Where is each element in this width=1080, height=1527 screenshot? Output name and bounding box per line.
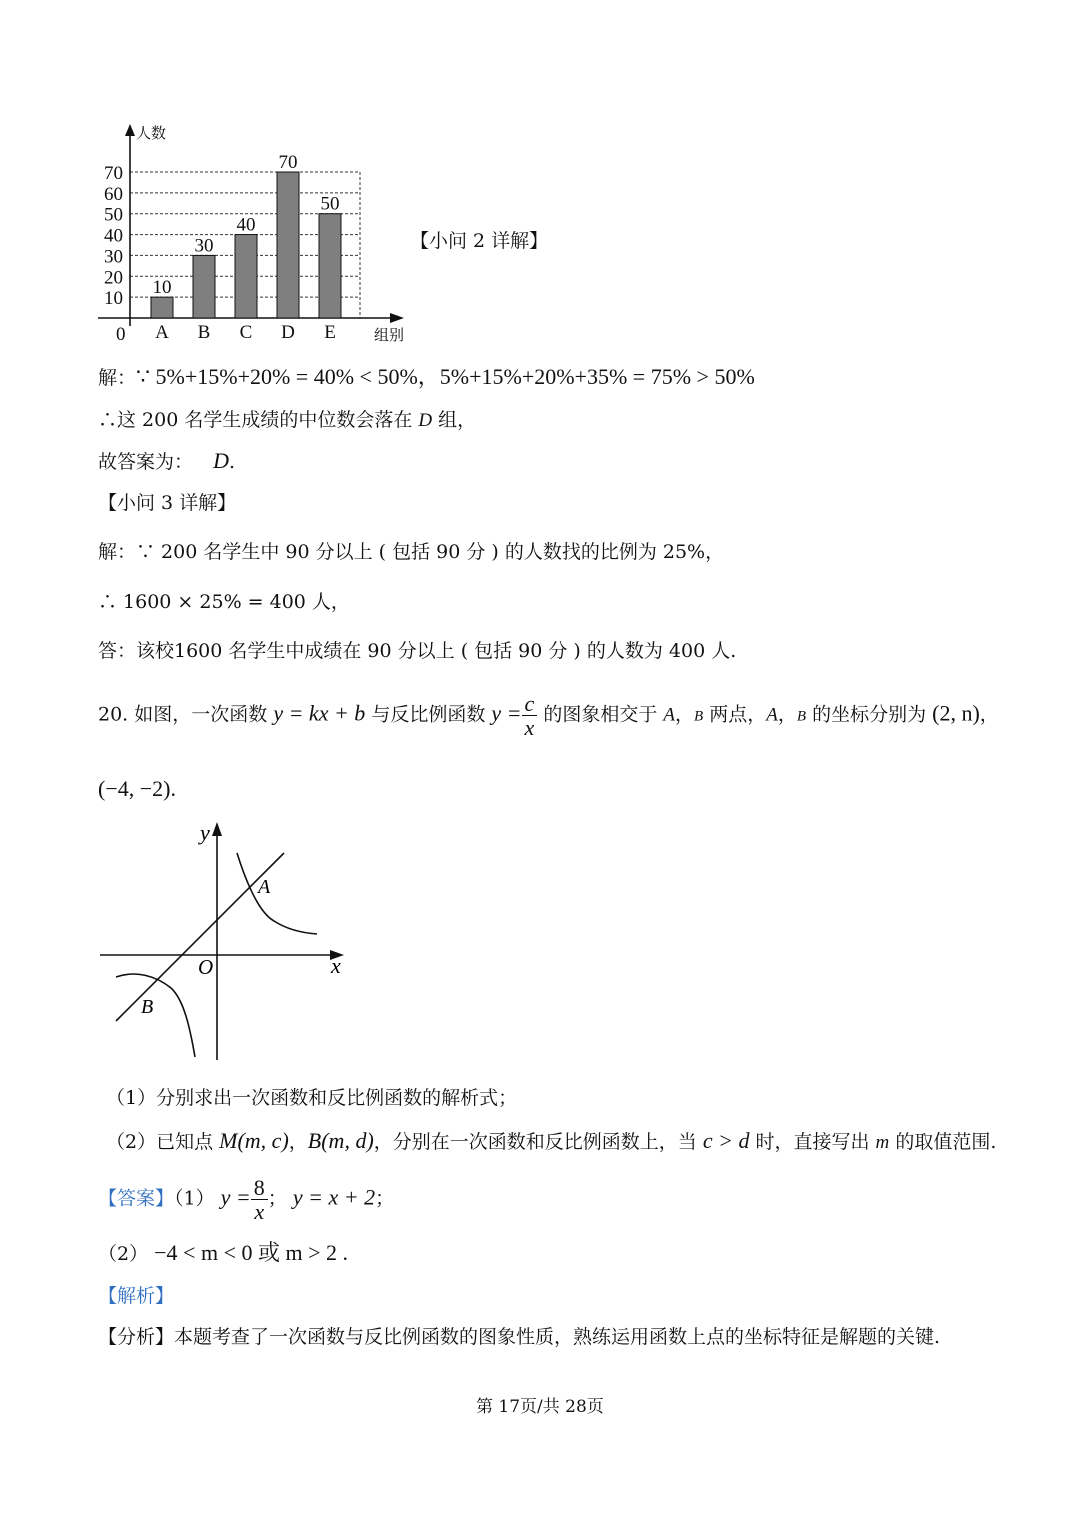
graph-y-label: y (200, 820, 210, 845)
x-axis-arrow-icon (390, 313, 404, 323)
answer-part2-prefix: （2） (98, 1243, 149, 1265)
y-axis-arrow-icon (212, 822, 222, 836)
fraction-numerator: c (522, 692, 538, 716)
problem-number: 20. (98, 703, 129, 726)
bar-value-label: 70 (278, 152, 298, 173)
sub2-d: 时，直接写出 (749, 1131, 876, 1153)
bar-value-label: 40 (236, 214, 256, 236)
graph-origin-label: O (198, 955, 214, 979)
x-tick-label: D (281, 322, 295, 343)
sub2-e: 的取值范围. (889, 1131, 997, 1153)
bar-value-label: 10 (152, 277, 172, 299)
bar (193, 255, 215, 318)
p20-point-a: A (663, 704, 675, 726)
y-tick-label: 10 (104, 288, 123, 310)
answer-line1 (98, 1176, 394, 1223)
y-tick-label: 20 (104, 267, 123, 289)
y-tick-label: 40 (104, 225, 123, 247)
linear-function: y = kx + b (273, 700, 366, 726)
q2-line2-var: D (418, 410, 433, 431)
y-tick-label: 30 (104, 246, 123, 268)
x-axis-title: 组别 (374, 326, 405, 344)
q2-line1-math: ∵ 5%+15%+20% = 40% < 50%，5%+15%+20%+35% = 75% > 50% (136, 364, 755, 389)
y-axis-arrow-icon (125, 124, 135, 136)
answer-linear: y = x + 2 (292, 1184, 376, 1210)
p20-t7: ， (777, 703, 797, 726)
bar-value-label: 50 (320, 193, 340, 215)
p20-t8: B (796, 708, 807, 725)
answer-label: 【答案】 (98, 1187, 175, 1210)
inverse-fraction (522, 692, 538, 739)
analysis-text: 【分析】本题考查了一次函数与反比例函数的图象性质，熟练运用函数上点的坐标特征是解题的关键. (98, 1326, 941, 1348)
function-graph (96, 818, 358, 1066)
y-tick-label: 70 (104, 163, 123, 184)
problem-20-line1 (98, 692, 999, 739)
bar-chart (90, 118, 420, 350)
answer-range: −4 < m < 0 或 m > 2 . (154, 1240, 348, 1265)
sub2-a: （2）已知点 (106, 1131, 220, 1153)
answer-fraction-numerator: 8 (251, 1176, 268, 1200)
page-footer: 第 17页/共 28页 (476, 1397, 604, 1417)
answer-end: ； (375, 1187, 395, 1210)
p20-t6: A (766, 704, 778, 726)
p20-t9: 的坐标分别为 (806, 703, 933, 726)
q2-line2-b: 组， (432, 409, 477, 431)
p20-t5: 两点， (703, 703, 767, 726)
sub-question-1: （1）分别求出一次函数和反比例函数的解析式； (106, 1087, 518, 1109)
q2-line3 (98, 447, 235, 474)
q3-line1: 解：∵ 200 名学生中 90 分以上 ( 包括 90 分 ) 的人数找的比例为 25%， (98, 541, 725, 563)
p20-yeq: y = (491, 700, 522, 726)
q2-line1-prefix: 解： (98, 367, 137, 389)
q2-line2-a: ∴这 200 名学生成绩的中位数会落在 (98, 409, 419, 431)
y-tick-label: 60 (104, 183, 123, 205)
sub-question-2 (106, 1127, 996, 1154)
q2-heading: 【小问 2 详解】 (410, 230, 549, 252)
answer-fraction-denominator: x (254, 1199, 265, 1225)
problem-20-line2 (98, 776, 176, 802)
p20-t10: ， (979, 703, 999, 726)
coord-b: (−4, −2) (98, 776, 171, 801)
q3-heading: 【小问 3 详解】 (98, 492, 237, 514)
sub2-condition: c > d (702, 1128, 750, 1153)
answer-part1-prefix: （1） (174, 1187, 215, 1210)
q2-line2 (98, 405, 476, 432)
y-tick-label: 50 (104, 204, 123, 226)
fraction-denominator: x (524, 715, 535, 741)
graph-x-label: x (331, 953, 341, 978)
sub2-c: ，分别在一次函数和反比例函数上，当 (373, 1131, 703, 1153)
q2-line3-var: D (213, 448, 229, 473)
bar (151, 297, 173, 318)
p20-t2: 与反比例函数 (365, 703, 492, 726)
q2-line1 (98, 360, 755, 391)
sub2-m: m (875, 1132, 890, 1153)
bar (319, 214, 341, 318)
bar-value-label: 30 (194, 235, 214, 257)
hyperbola-upper-branch (237, 853, 317, 934)
q3-line3: 答：该校1600 名学生中成绩在 90 分以上 ( 包括 90 分 ) 的人数为 400 人. (98, 640, 737, 662)
p20-t3: 的图象相交于 (537, 703, 664, 726)
coord-a: (2, n) (932, 700, 980, 726)
graph-point-b-label: B (141, 996, 154, 1018)
answer-yeq: y = (220, 1184, 251, 1210)
sub2-point-b: B(m, d) (307, 1128, 374, 1153)
x-tick-label: E (324, 322, 336, 343)
y-axis-title: 人数 (136, 124, 167, 142)
x-tick-label: A (155, 322, 169, 343)
p20-t1: 如图，一次函数 (134, 703, 274, 726)
q2-line3-a: 故答案为： (98, 451, 194, 473)
p20-t4: ， (675, 703, 695, 726)
graph-point-a-label: A (258, 876, 271, 898)
q3-line2: ∴ 1600 × 25% = 400 人， (98, 591, 350, 613)
analysis-label: 【解析】 (98, 1285, 175, 1307)
answer-sep: ； (267, 1187, 287, 1210)
q2-line3-b: . (228, 451, 235, 473)
bar (277, 172, 299, 318)
p20-point-b: B (694, 708, 704, 725)
p20-t11: . (170, 776, 176, 801)
hyperbola-lower-branch (116, 974, 195, 1057)
x-tick-label: C (239, 322, 253, 343)
x-tick-label: B (197, 322, 211, 343)
bar (235, 235, 257, 318)
sub2-point-m: M(m, c) (219, 1128, 289, 1153)
answer-line2 (98, 1236, 348, 1267)
sub2-b: ， (288, 1131, 308, 1153)
y-tick-label: 0 (116, 324, 126, 345)
answer-fraction (251, 1176, 268, 1223)
